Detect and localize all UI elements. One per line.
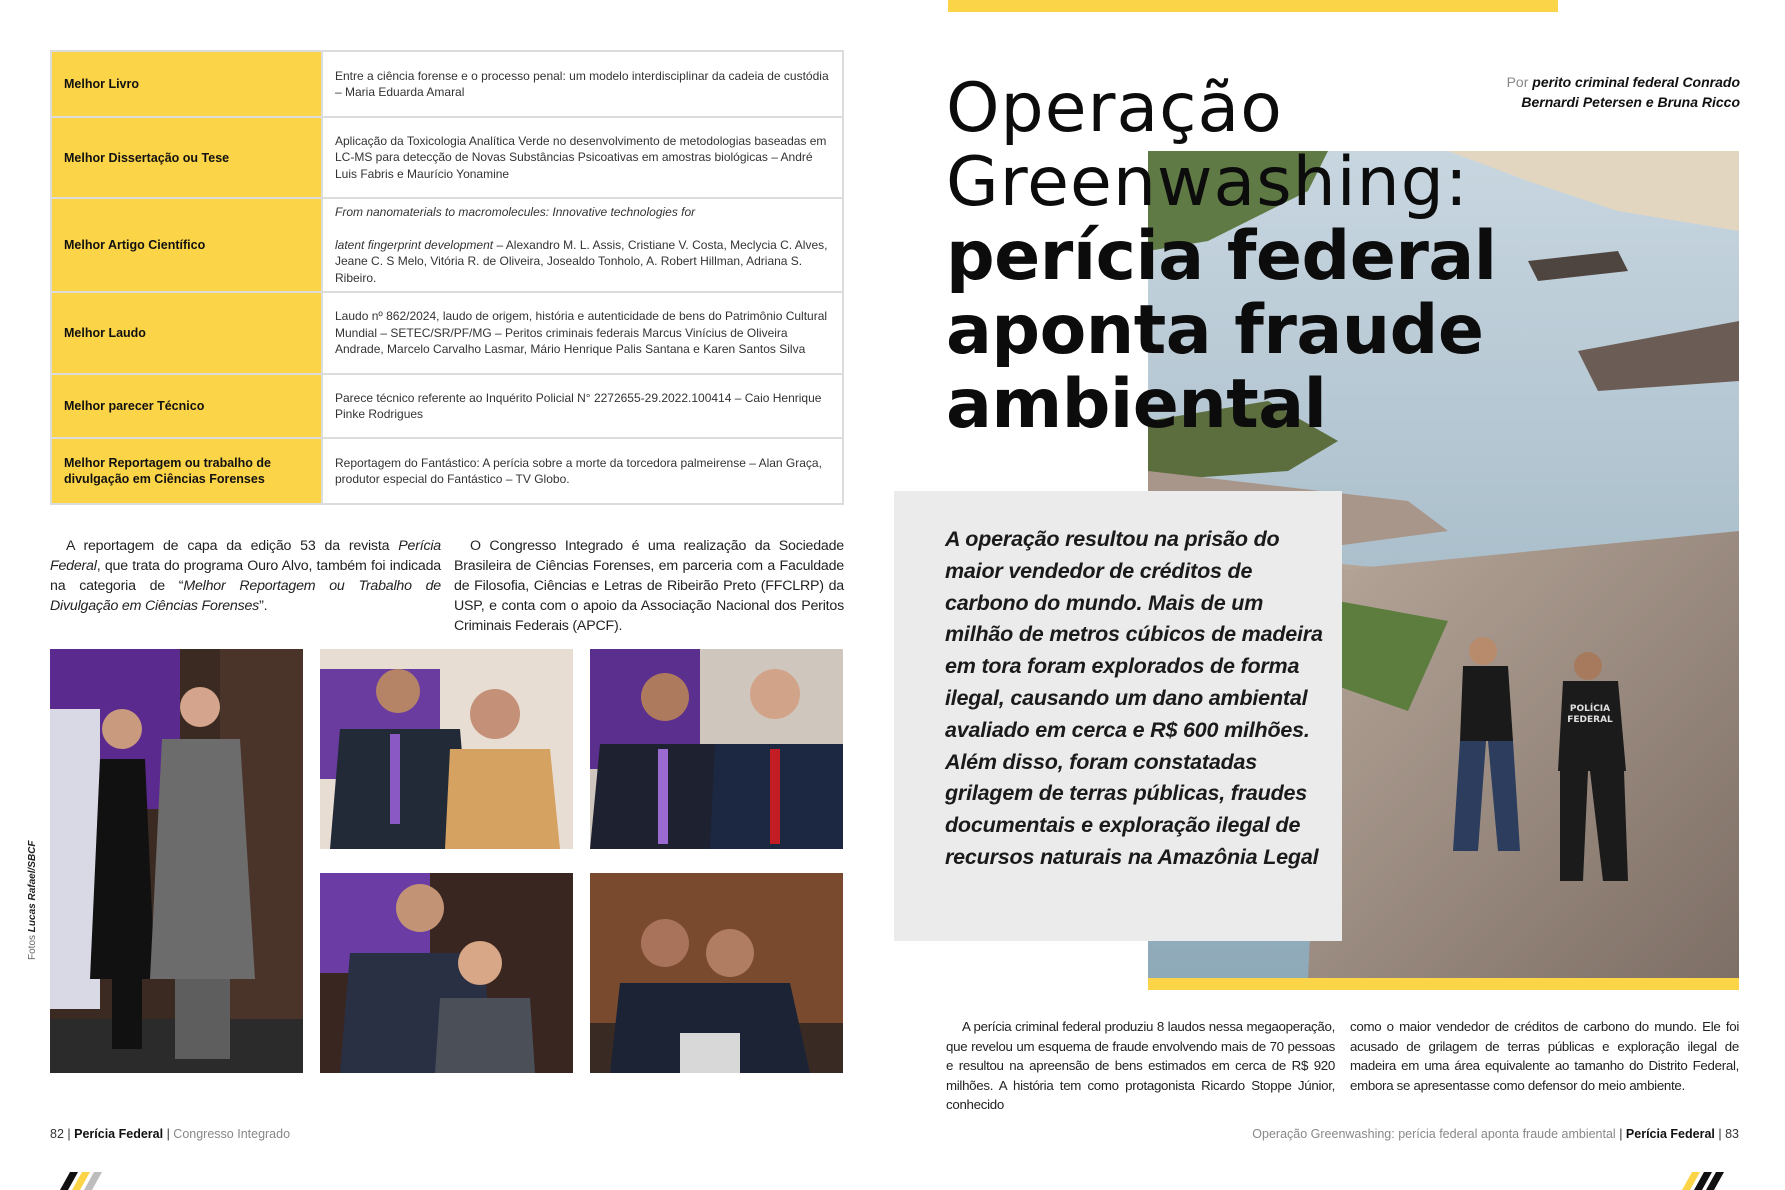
award-photo-1 (50, 649, 303, 1073)
text-run: , que trata do programa Ouro Alvo, também foi indicada na categoria de “ (50, 558, 441, 594)
magazine-name: Perícia Federal (1625, 1127, 1715, 1141)
body-paragraph: O Congresso Integrado é uma realização da Sociedade Brasileira de Ciências Forenses, em parceria com a Faculdade de Filosofia, Ciências e Letras de Ribeirão Preto (FFCLRP) da USP, e conta com o apoio da Associação Nacional dos Peritos Criminais Federais (APCF). (454, 538, 844, 634)
stripes-icon (1682, 1172, 1732, 1190)
title-line-bold: aponta fraude (946, 291, 1484, 370)
byline-authors: perito criminal federal Conrado (1532, 74, 1740, 90)
award-category: Melhor Artigo Científico (51, 198, 322, 292)
article-body-column-2 (1350, 1017, 1739, 1095)
award-photo-3 (590, 649, 843, 849)
stripes-icon (60, 1172, 110, 1190)
table-row (51, 198, 843, 292)
top-accent-bar (948, 0, 1558, 12)
pull-quote: A operação resultou na prisão do maior vendedor de créditos de carbono do mundo. Mais de um milhão de metros cúbicos de madeira em tora foram explorados de forma ilegal, causando um dano ambiental avaliado em cerca e R$ 600 milhões. Além disso, foram constatadas grilagem de terras públicas, fraudes documentais e exploração ilegal de recursos naturais na Amazônia Legal (945, 527, 1323, 869)
hero-accent-bar (1148, 978, 1739, 990)
byline-authors: Bernardi Petersen e Bruna Ricco (1521, 94, 1740, 110)
credit-prefix: Fotos (27, 934, 38, 960)
table-row (51, 292, 843, 374)
body-column-1 (50, 536, 441, 616)
byline-prefix: Por (1506, 74, 1529, 90)
award-photo-2 (320, 649, 573, 849)
title-line-bold: perícia federal (946, 217, 1497, 296)
footer-separator: | (1619, 1127, 1623, 1141)
table-row (51, 374, 843, 438)
credit-name: Lucas Rafael/SBCF (27, 840, 38, 933)
footer-separator: | (67, 1127, 71, 1141)
award-photo-5 (590, 873, 843, 1073)
footer-separator: | (1718, 1127, 1722, 1141)
award-category: Melhor Livro (51, 51, 322, 117)
award-winner: Parece técnico referente ao Inquérito Policial N° 2272655-29.2022.100414 – Caio Henrique Pinke Rodrigues (322, 374, 843, 438)
table-row (51, 438, 843, 504)
photo-credit (27, 840, 38, 960)
award-category: Melhor Laudo (51, 292, 322, 374)
award-winner-italic: From nanomaterials to macromolecules: Innovative technologies for (335, 205, 696, 219)
article-title (946, 69, 1506, 444)
article-body-column-1 (946, 1017, 1335, 1115)
footer-separator: | (166, 1127, 170, 1141)
award-photo-4 (320, 873, 573, 1073)
award-category: Melhor Dissertação ou Tese (51, 117, 322, 198)
section-name: Operação Greenwashing: perícia federal aponta fraude ambiental (1252, 1127, 1616, 1141)
award-winner: Laudo nº 862/2024, laudo de origem, história e autenticidade de bens do Patrimônio Cultural Mundial – SETEC/SR/PF/MG – Peritos criminais federais Marcus Vinícius de Oliveira Andrade, Marcelo Carvalho Lasmar, Mário Henrique Palis Santana e Karen Santos Silva (322, 292, 843, 374)
title-line-bold: ambiental (946, 365, 1327, 444)
section-name: Congresso Integrado (173, 1127, 291, 1141)
award-winner: Reportagem do Fantástico: A perícia sobre a morte da torcedora palmeirense – Alan Graça, produtor especial do Fantástico – TV Globo. (322, 438, 843, 504)
text-run: ”. (259, 598, 268, 614)
footer-left (50, 1127, 290, 1141)
body-column-2 (454, 536, 844, 636)
page-number: 82 (50, 1127, 64, 1141)
award-winner (322, 198, 843, 292)
award-winner-italic: latent fingerprint development (335, 237, 494, 252)
table-row (51, 51, 843, 117)
award-winner-authors: – Alexandro M. L. Assis, Cristiane V. Costa, Meclycia C. Alves, Jeane C. S Melo, Vitória R. de Oliveira, Josealdo Tonholo, A. Robert Hillman, Adriana S. Ribeiro. (335, 237, 828, 285)
hero-vest-text: FEDERAL (1567, 715, 1613, 725)
magazine-name: Perícia Federal (74, 1127, 164, 1141)
page-number: 83 (1725, 1127, 1739, 1141)
award-winner: Aplicação da Toxicologia Analítica Verde no desenvolvimento de metodologias baseadas em LC-MS para detecção de Novas Substâncias Psicoativas em amostras biológicas – André Luis Fabris e Maurício Yonamine (322, 117, 843, 198)
award-category: Melhor Reportagem ou trabalho de divulgação em Ciências Forenses (51, 438, 322, 504)
awards-table (50, 50, 844, 505)
body-paragraph: A perícia criminal federal produziu 8 laudos nessa megaoperação, que revelou um esquema de fraude envolvendo mais de 70 pessoas e resultou na apreensão de bens estimados em cerca de R$ 920 milhões. A história tem como protagonista Ricardo Stoppe Júnior, conhecido (946, 1019, 1335, 1112)
footer-right (1252, 1127, 1739, 1141)
title-line: Greenwashing: (946, 143, 1469, 222)
award-winner: Entre a ciência forense e o processo penal: um modelo interdisciplinar da cadeia de custódia – Maria Eduarda Amaral (322, 51, 843, 117)
text-run-italic: Melhor Reportagem ou Trabalho de Divulgação em Ciências Forenses (50, 578, 442, 614)
award-category: Melhor parecer Técnico (51, 374, 322, 438)
text-run-italic: Perícia Federal (50, 538, 441, 574)
body-paragraph (50, 536, 441, 616)
title-line: Operação (946, 69, 1283, 148)
table-row (51, 117, 843, 198)
body-paragraph: como o maior vendedor de créditos de carbono do mundo. Ele foi acusado de grilagem de terras públicas e exploração ilegal de madeira em uma área equivalente ao tamanho do Distrito Federal, embora se apresentasse como defensor do meio ambiente. (1350, 1019, 1739, 1093)
text-run: A reportagem de capa da edição 53 da revista (66, 538, 399, 554)
hero-vest-text: POLÍCIA (1569, 704, 1611, 714)
